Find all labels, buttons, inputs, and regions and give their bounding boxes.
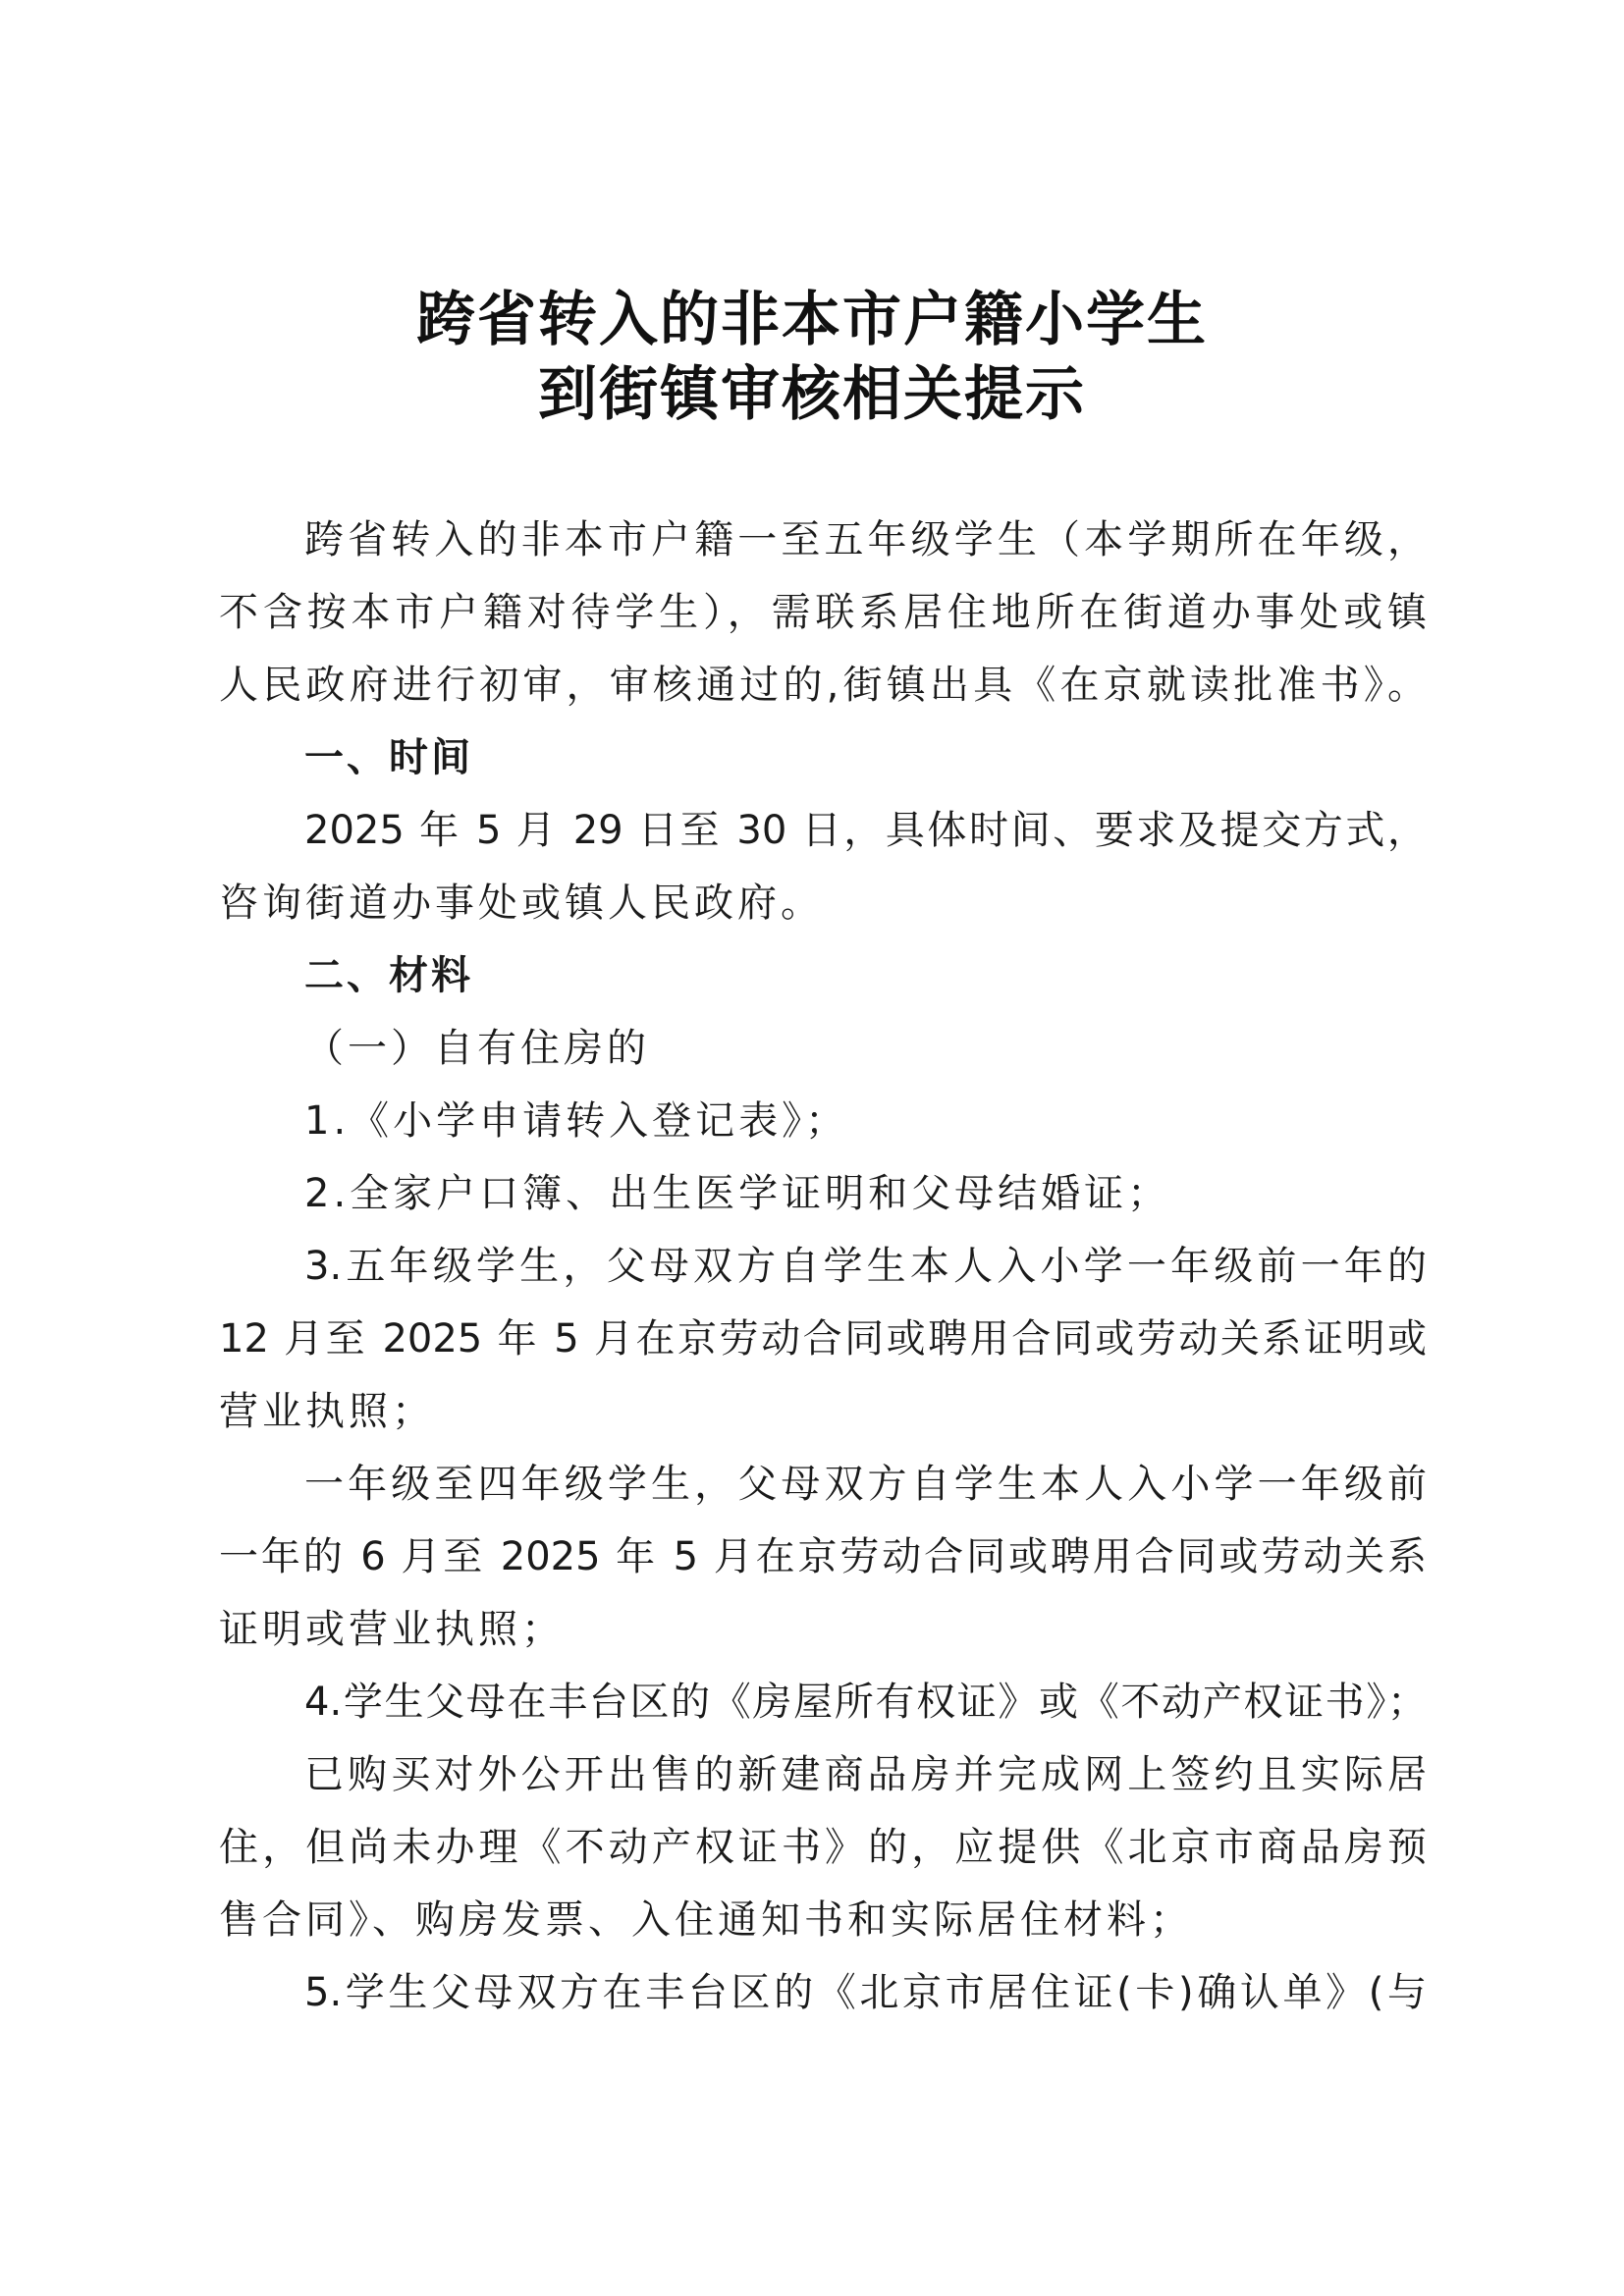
list-item-line: 12 月至 2025 年 5 月在京劳动合同或聘用合同或劳动关系证明或	[219, 1316, 1427, 1362]
section-heading-materials: 二、材料	[304, 953, 473, 998]
list-item: 2.全家户口簿、出生医学证明和父母结婚证；	[304, 1171, 1171, 1216]
section-heading-time: 一、时间	[304, 735, 473, 780]
list-item-line: 证明或营业执照；	[219, 1607, 565, 1652]
intro-line: 跨省转入的非本市户籍一至五年级学生（本学期所在年级，	[304, 517, 1427, 562]
section-text-line: 咨询街道办事处或镇人民政府。	[219, 881, 824, 926]
list-item-line: 已购买对外公开出售的新建商品房并完成网上签约且实际居	[304, 1752, 1427, 1797]
section-text-line: 2025 年 5 月 29 日至 30 日，具体时间、要求及提交方式，	[304, 808, 1427, 853]
intro-line: 人民政府进行初审，审核通过的,街镇出具《在京就读批准书》。	[219, 663, 1427, 708]
document-title-line-1: 跨省转入的非本市户籍小学生	[416, 286, 1208, 354]
document-title-line-2: 到街镇审核相关提示	[538, 360, 1086, 429]
list-item: 1.《小学申请转入登记表》；	[304, 1098, 849, 1144]
list-item-line: 一年的 6 月至 2025 年 5 月在京劳动合同或聘用合同或劳动关系	[219, 1534, 1427, 1579]
list-item: 5.学生父母双方在丰台区的《北京市居住证(卡)确认单》(与	[304, 1970, 1427, 2015]
list-item-line: 一年级至四年级学生，父母双方自学生本人入小学一年级前	[304, 1462, 1427, 1507]
list-item-line: 售合同》、购房发票、入住通知书和实际居住材料；	[219, 1897, 1193, 1943]
list-item-line: 3.五年级学生，父母双方自学生本人入小学一年级前一年的	[304, 1244, 1427, 1289]
subsection-heading: （一）自有住房的	[304, 1026, 650, 1071]
list-item: 4.学生父母在丰台区的《房屋所有权证》或《不动产权证书》；	[304, 1680, 1427, 1725]
intro-line: 不含按本市户籍对待学生），需联系居住地所在街道办事处或镇	[219, 590, 1427, 635]
list-item-line: 住，但尚未办理《不动产权证书》的，应提供《北京市商品房预	[219, 1825, 1427, 1870]
list-item-line: 营业执照；	[219, 1389, 435, 1434]
